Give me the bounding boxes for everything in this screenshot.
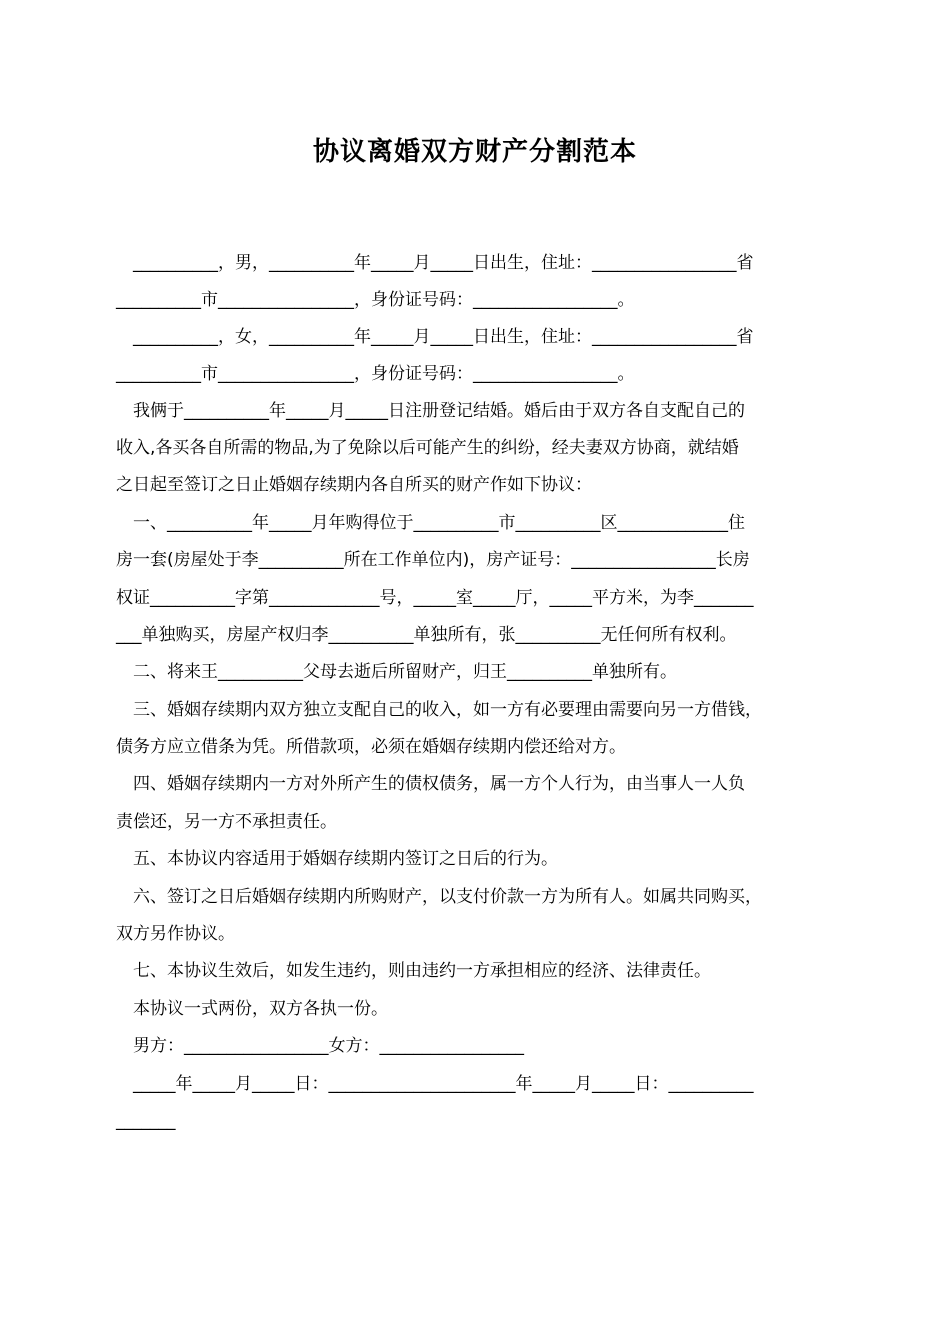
clause-4-line-1: 四、婚姻存续期内一方对外所产生的债权债务，属一方个人行为，由当事人一人负: [116, 774, 745, 794]
date-line-1: _____年_____月_____日：______________________年_____月_____日：__________: [116, 1074, 754, 1094]
date-line-2: _______: [116, 1111, 176, 1131]
copies-statement: 本协议一式两份，双方各执一份。: [116, 999, 388, 1019]
clause-6-line-1: 六、签订之日后婚姻存续期内所购财产，以支付价款一方为所有人。如属共同购买，: [116, 887, 762, 907]
party-1-line-2: __________市________________，身份证号码：_________________。: [116, 290, 635, 310]
clause-1-line-1: 一、__________年_____月年购得位于__________市__________区_____________住: [116, 513, 745, 533]
clause-1-line-2: 房一套(房屋处于李__________所在工作单位内)，房产证号：_________________长房: [116, 550, 750, 570]
document-title: 协议离婚双方财产分割范本: [312, 137, 637, 167]
clause-5-line-1: 五、本协议内容适用于婚姻存续期内签订之日后的行为。: [116, 849, 558, 869]
preamble-line-3: 之日起至签订之日止婚姻存续期内各自所买的财产作如下协议：: [116, 475, 592, 495]
party-1-line-1: __________，男，__________年_____月_____日出生，住址：_________________省: [116, 253, 754, 273]
clause-7-line-1: 七、本协议生效后，如发生违约，则由违约一方承担相应的经济、法律责任。: [116, 961, 711, 981]
clause-1-line-3: 权证__________字第_____________号，_____室_____厅，_____平方米，为李_______: [116, 588, 754, 608]
clause-3-line-1: 三、婚姻存续期内双方独立支配自己的收入，如一方有必要理由需要向另一方借钱，: [116, 700, 762, 720]
signature-line: 男方：_________________女方：_________________: [116, 1036, 524, 1056]
clause-3-line-2: 债务方应立借条为凭。所借款项，必须在婚姻存续期内偿还给对方。: [116, 737, 626, 757]
preamble-line-1: 我俩于__________年_____月_____日注册登记结婚。婚后由于双方各自支配自己的: [116, 401, 745, 421]
party-2-line-1: __________，女，__________年_____月_____日出生，住址：_________________省: [116, 327, 754, 347]
party-2-line-2: __________市________________，身份证号码：_________________。: [116, 364, 635, 384]
clause-6-line-2: 双方另作协议。: [116, 924, 235, 944]
clause-4-line-2: 责偿还，另一方不承担责任。: [116, 812, 337, 832]
clause-2-line-1: 二、将来王__________父母去逝后所留财产，归王__________单独所有。: [116, 662, 677, 682]
preamble-line-2: 收入,各买各自所需的物品,为了免除以后可能产生的纠纷，经夫妻双方协商，就结婚: [116, 438, 739, 458]
clause-1-line-4: ___单独购买，房屋产权归李__________单独所有，张__________无任何所有权利。: [116, 625, 737, 645]
